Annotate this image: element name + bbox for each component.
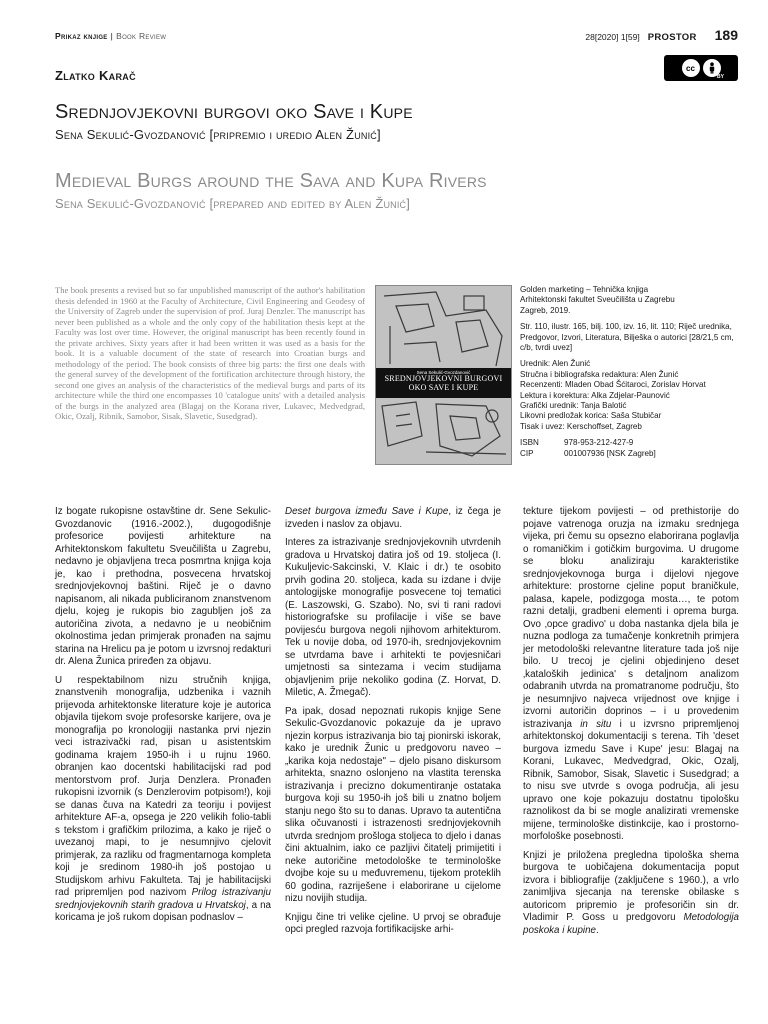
publisher-line: Arhitektonski fakultet Sveučilišta u Zagrebu	[520, 295, 675, 305]
cip-label: CIP	[520, 448, 534, 458]
cc-by-license-badge[interactable]	[664, 55, 738, 81]
credit-line: Stručna i bibliografska redaktura: Alen Žunić	[520, 369, 679, 379]
cover-title-line-1: SREDNJOVJEKOVNI BURGOVI	[384, 374, 503, 383]
credit-line: Urednik: Alen Žunić	[520, 359, 591, 369]
paragraph-text: tekture tijekom povijesti – od prethistorije do pojave vatrenoga oruzja na izmaku srednjega vijeka, pri čemu su opsezno elaborirana poglavlja o romaničkim i gotičkim burgovima. U drugome se bloku analiziraju karakteristike srednjovjekovnoga burga i dijelovi njegove arhitekture: prostorne cjeline poput braničkule, palasa, kapele, podizgoga mosta…, te potom razni detalji, gradbeni elementi i oprema burga. Ovo ‚opce gradivo' u doba nastanka djela bila je nuzna podloga za tumačenje konkretnih primjera jer metodološki relevantne literature tada još nije bilo. U trecoj je cjelini objedinjeno deset ‚kataloških jedinica' s detaljnom analizom odabranih utvrda na promatranome području, što je nesumnjivo najveca vrijednost ove knjige i izvorni autoričin doprinos – i u provedenim istrazivanja	[523, 506, 739, 730]
paragraph	[523, 850, 739, 938]
section-label: Prikaz knjige	[55, 31, 108, 41]
paragraph-text: i u izvrsno pripremljenoj arhitektonskoj dokumentaciji s terena. Tih 'deset burgova izmedu Save i Kupe' jesu: Blagaj na Korani, Lukavec, Medvedgrad, Okic, Ozalj, Ribnik, Samobor, Sisak, Slavetic i Susedgrad; a to nisu sve utvrde s ovoga područja, ali jesu upravo one koje pokazuju dostatnu tipološku raznolikost da bi se mogle analizirati vremenske mijene, terminološke distinkcije, kao i prostorno-morfološke posebnosti.	[523, 718, 739, 842]
paragraph-text: U respektabilnom nizu stručnih knjiga, znanstvenih monografija, udzbenika i vaznih prijevoda arhitektonske literature koje je autorica objavila tijekom svoje profesorske karijere, ova je monografija po kronologiji nastanka prvi njezin veci istrazivački rad, pisan u asistentskim godinama krajem 1950-ih i u rujnu 1960. obranjen kao docentski habilitacijski rad pod mentorstvom prof. Jurja Denzlera. Pronađen rukopisni izvornik (s Denzlerovim potpisom!), koji se danas čuva na Katedri za teoriju i povijest arhitekture AF-a, opsega je 220 velikih folio-tabli s tekstom i grafičkim prilozima, a kako je riječ o uvezanoj mapi, to je nesumnjivo cjelovit primjerak, za razliku od fragmentarnoga kompleta koji je sredinom 1980-ih još postojao u Studijskom arhivu Fakulteta. Taj je habilitacijski rad pripremljen pod nazivom	[55, 674, 271, 898]
bibliographic-info	[520, 285, 745, 459]
page-number: 189	[714, 27, 738, 43]
italic-title: Prilog istrazivanju srednjovjekovnih starih gradova u Hrvatskoj	[55, 887, 271, 911]
cover-title-line-2: OKO SAVE I KUPE	[408, 382, 479, 392]
paragraph-text: , iz čega je izveden i naslov za objavu.	[285, 506, 501, 530]
paragraph-text: , a na koricama je još rukom dopisan podnaslov –	[55, 899, 272, 923]
subtitle-english: Sena Sekulić-Gvozdanović [prepared and edited by Alen Žunić]	[55, 196, 411, 211]
title-croatian: Srednjovjekovni burgovi oko Save i Kupe	[55, 101, 413, 123]
paragraph-text: Knjizi je priložena pregledna tipološka shema burgova te uobičajena dokumentacija poput izvora i bibliografije (zaključene s 1960.), a vrlo zanimljiva sjecanja na terenske obilaske s autoricom pripremio je profesoričin sin dr. Vladimir P. Goss u predgovoru	[523, 849, 739, 923]
paragraph: Knjigu čine tri velike cjeline. U prvoj se obrađuje opci pregled razvoja fortifikacijske arhi-	[285, 911, 501, 935]
english-abstract: The book presents a revised but so far unpublished manuscript of the author's habilitation thesis defended in 1960 at the Faculty of Architecture, Civil Engineering and Geodesy of the University of Zagreb under the supervision of prof. Juraj Denzler. The manuscript has never been published as a whole and the only copy of the habilitation thesis kept at the Faculty was lost over time. However, the original manuscript has been recently found in the private archives. Sixty years after it had been written it was used as a basis for the book. It is a valuable document of the state of research into Croatian burgs and methodology of the period. The book consists of three big parts: the first one deals with the general survey of the development of the fortification architecture through history, the second one gives an analysis of the characteristics of the medieval burgs and parts of its architecture while the third one encompasses 10 'catalogue units' with a detailed analysis of the burgs in the analyzed area (Blagaj on the Korana river, Lukavec, Medvedgrad, Okic, Ozalj, Ribnik, Samobor, Sisak, Slavetic, Susedgrad).	[55, 285, 365, 421]
isbn-value: 978-953-212-427-9	[564, 438, 634, 448]
credit-line: Grafički urednik: Tanja Balotić	[520, 401, 627, 411]
paragraph-text: .	[595, 924, 599, 936]
cover-title-band	[376, 368, 511, 398]
title-english: Medieval Burgs around the Sava and Kupa Rivers	[55, 170, 487, 192]
physical-description: Str. 110, ilustr. 165, bilj. 100, izv. 16, lit. 110; Riječ urednika, Predgovor, Izvori, Literatura, Bilješka o autorici [28/21,5 cm, c/b, tvrdi uvez]	[520, 322, 734, 353]
paragraph	[523, 506, 739, 844]
paragraph: Iz bogate rukopisne ostavštine dr. Sene Sekulic-Gvozdanovic (1916.-2002.), dugogodišnje profesorice povijesti arhitekture na Arhitektonskom fakultetu Sveučilišta u Zagrebu, nedavno je objavljena treca posmrtna knjiga koja je, kao i prethodna, posvecena hrvatskoj srednjovjekovnoj baštini. Riječ je o davno napisanom, ali nikada publiciranom znanstvenom djelu, kojeg je rukopis bio zagubljen još za autoričina zivota, a nedavno je u neobičnim okolnostima jedan primjerak pronađen na sajmu starina na Hrelicu pa je potom u izvrsnoj redakturi dr. Alena Žunica priređen za objavu.	[55, 506, 271, 667]
publisher-line: Golden marketing – Tehnička knjiga	[520, 285, 649, 294]
issue-number: 28[2020] 1[59]	[585, 32, 640, 42]
book-cover-image	[375, 285, 512, 465]
italic-term: in situ	[580, 718, 612, 730]
section-label-en: Book Review	[116, 31, 167, 41]
journal-name: PROSTOR	[647, 32, 697, 43]
credits-block	[520, 359, 745, 432]
body-column-1	[55, 506, 271, 931]
cc-icon: cc	[682, 59, 700, 77]
publisher-block	[520, 285, 745, 316]
credit-line: Likovni predložak korica: Saša Stubičar	[520, 411, 662, 421]
italic-title: Deset burgova između Save i Kupe	[285, 506, 449, 517]
running-header-right	[585, 27, 738, 43]
publisher-line: Zagreb, 2019.	[520, 305, 571, 315]
running-header-left	[55, 31, 166, 41]
isbn-row	[520, 438, 745, 448]
paragraph: Interes za istrazivanje srednjovjekovnih utvrdenih gradova u Hrvatskoj datira još od 19. stoljeca (I. Kukuljevic-Sakcinski, V. Klaic i dr.) te osobito prvih godina 20. stoljeca, kada su izdane i dvije antologijske monografije posvecene toj tematici (E. Laszowski, G. Szabo). No, svi ti rani radovi historiografske su profilacije i više se bave povijesću burgova negoli njihovom arhitekturom. Tek u novije doba, od 1970-ih, srednjovjekovnim se utvrdama bave i arhitekti te povjesničari umjetnosti sa sintezama i vecim studijama objavljenim prije nekoliko godina (Z. Horvat, D. Miletic, A. Žmegač).	[285, 537, 501, 698]
paragraph: Pa ipak, dosad nepoznati rukopis knjige Sene Sekulic-Gvozdanovic pokazuje da je upravo njezin korpus istrazivanja bio taj pionirski iskorak, kako je urednik Žunic u predgovoru naveo – „karika koja nedostaje" – djelo pisano diskursom arhitekta, snazno oslonjeno na vlastita terenska istrazivanja i precizno dokumentiranje ostataka burgova koji su 1950-ih još bili u znatno boljem stanju nego što su to danas. Upravo ta autentična slika očuvanosti i istrazenosti srednjovjekovnih utvrda srednjom prošloga stoljeca to djelo i danas čini aktualnim, iako ce pazljivi čitatelj primijetiti i neke autoričine metodološke te terminološke dvojbe koje su u međuvremenu, tijekom proteklih 60 godina, razriješene i elaborirane u cijelome nizu novijih studija.	[285, 705, 501, 904]
italic-title: Metodologija poskoka i kupine	[523, 912, 739, 936]
review-author: Zlatko Karač	[55, 68, 136, 83]
body-column-2	[285, 506, 501, 943]
paragraph	[285, 506, 501, 531]
subtitle-croatian: Sena Sekulić-Gvozdanović [pripremio i uredio Alen Žunić]	[55, 127, 381, 142]
credit-line: Lektura i korektura: Alka Zdjelar-Paunović	[520, 390, 670, 400]
isbn-label: ISBN	[520, 438, 539, 448]
by-label: BY	[717, 74, 724, 80]
header-separator: |	[110, 31, 114, 41]
credit-line: Tisak i uvez: Kerschoffset, Zagreb	[520, 421, 642, 431]
paragraph	[55, 675, 271, 925]
credit-line: Recenzenti: Mladen Obad Šćitaroci, Zorislav Horvat	[520, 380, 706, 390]
cover-author: Sena Sekulić-Gvozdanović	[416, 370, 471, 375]
cip-value: 001007936 [NSK Zagreb]	[564, 448, 656, 458]
body-column-3	[523, 506, 739, 943]
cip-row	[520, 449, 745, 459]
